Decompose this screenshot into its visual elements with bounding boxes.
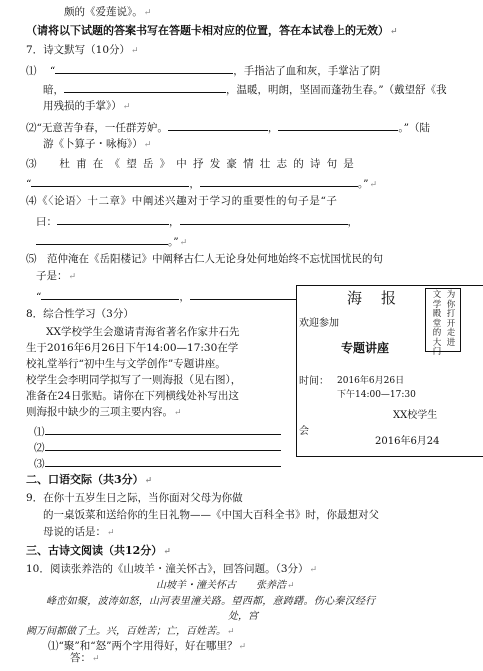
poem-line: 处，宫: [228, 611, 258, 622]
question-10-title: 10．阅读张养浩的《山坡羊・潼关怀古》，回答问题。（3分）↵: [26, 563, 318, 575]
side-column: 文学殿堂的大门: [432, 290, 442, 357]
poem-line: 阙万间都做了土。兴，百姓苦；亡，百姓苦。↵: [26, 626, 235, 637]
poem-title: 山坡羊・潼关怀古 张养浩↵: [156, 580, 295, 591]
q8-para-line: 生于2016年6月26日下午14:00—17:30在学: [26, 342, 239, 354]
q7-5-line3: “ ，: [36, 289, 321, 303]
poster-organizer: XX校学生: [393, 410, 438, 421]
q7-2-line1: ⑵“无意苦争春，一任群芳妒。 ， 。”（陆: [26, 122, 430, 134]
question-8-title: 8．综合性学习（3分）: [26, 308, 134, 320]
poster-margin-char: 会: [299, 426, 309, 437]
q10-1: ⑴“聚”和“怒”两个字用得好，好在哪里？↵: [48, 640, 247, 652]
side-column: 为你打开走进: [446, 290, 456, 348]
answer-blank[interactable]: [45, 456, 281, 467]
instruction-note: （请将以下试题的答案书写在答题卡相对应的位置，答在本试卷上的无效）↵: [26, 24, 398, 37]
q7-5-line1: ⑸ 范仲淹在《岳阳楼记》中阐释古仁人无论身处何地始终不忘忧国忧民的句: [26, 253, 383, 265]
q7-1-line2: 暗， ，温暖，明朗，坚固而蓬勃生春。”（戴望舒《我: [43, 84, 447, 96]
answer-blank[interactable]: [45, 440, 281, 451]
answer-blank[interactable]: [31, 176, 189, 187]
answer-blank[interactable]: [190, 289, 302, 300]
poster-topic: 专题讲座: [341, 341, 390, 355]
poster-time-1: 2016年6月26日: [337, 376, 405, 386]
q7-5-line2: 子是：↵: [36, 270, 77, 282]
answer-blank[interactable]: [36, 234, 168, 245]
q8-para-line: 校学生会李明同学拟写了一则海报（见右图），: [26, 374, 242, 386]
q8-blank-1: ⑴: [34, 424, 281, 438]
q8-para-line: 则海报中缺少的三项主要内容。↵: [26, 406, 182, 418]
q7-1-line3: 用残损的手掌》）↵: [43, 100, 131, 112]
answer-blank[interactable]: [200, 176, 358, 187]
q8-para-line: 校礼堂举行“初中生与文学创作”专题讲座。: [26, 358, 226, 370]
answer-blank[interactable]: [55, 63, 233, 74]
q7-1-line1: ⑴ “ ，手指沾了血和灰，手掌沾了阴: [26, 65, 381, 77]
q7-2-line2: 游《卜算子・咏梅》）↵: [43, 138, 152, 150]
q7-3-line2: “ ， 。”↵: [26, 178, 378, 190]
text-line: 颇的《爱莲说》。↵: [64, 6, 152, 18]
section-3-heading: 三、古诗文阅读（共12分）↵: [26, 544, 171, 557]
answer-blank[interactable]: [45, 424, 281, 435]
poster-date: 2016年6月24: [375, 436, 440, 447]
poster-invite: 欢迎参加: [299, 318, 339, 329]
q7-3-line1: ⑶ 杜甫在《望岳》中抒发豪情壮志的诗句是: [26, 158, 360, 170]
poster-side-note: [425, 288, 461, 357]
q9-line1: 9．在你十五岁生日之际，当你面对父母为你做: [26, 492, 243, 504]
q8-para-line: XX学校学生会邀请青海省著名作家井石先: [46, 326, 240, 338]
answer-blank[interactable]: [41, 289, 179, 300]
q10-1-answer[interactable]: 答：↵: [70, 652, 100, 664]
question-7-title: 7．诗文默写（10分）↵: [26, 44, 139, 56]
q9-line3: 母说的话是：↵: [43, 526, 115, 538]
q8-para-line: 准备在24日张贴。请你在下列横线处补写出这: [26, 390, 239, 402]
poster: [296, 285, 483, 457]
section-2-heading: 二、口语交际（共3分）↵: [26, 473, 153, 486]
answer-blank[interactable]: [278, 120, 398, 131]
q9-line2: 的一桌饭菜和送给你的生日礼物——《中国大百科全书》时，你最想对父: [43, 509, 379, 521]
answer-blank[interactable]: [168, 120, 268, 131]
q8-blank-3: ⑶: [34, 456, 281, 470]
poster-time-label: 时间：: [299, 376, 329, 387]
q7-4-line2: 曰： ， ，: [36, 216, 358, 228]
answer-blank[interactable]: [57, 214, 169, 225]
answer-blank[interactable]: [180, 214, 348, 225]
poster-title: 海 报: [347, 289, 399, 307]
q8-blank-2: ⑵: [34, 440, 281, 454]
poem-line: 峰峦如聚，波涛如怒，山河表里潼关路。望西都，意踌躇。伤心秦汉经行: [46, 596, 376, 607]
q7-4-line1: ⑷《〈论语〉十二章》中阐述兴趣对于学习的重要性的句子是“子: [26, 195, 338, 207]
answer-blank[interactable]: [64, 82, 226, 93]
q7-4-line3: 。”↵: [36, 234, 187, 248]
poster-time-2: 下午14:00—17:30: [337, 390, 416, 400]
